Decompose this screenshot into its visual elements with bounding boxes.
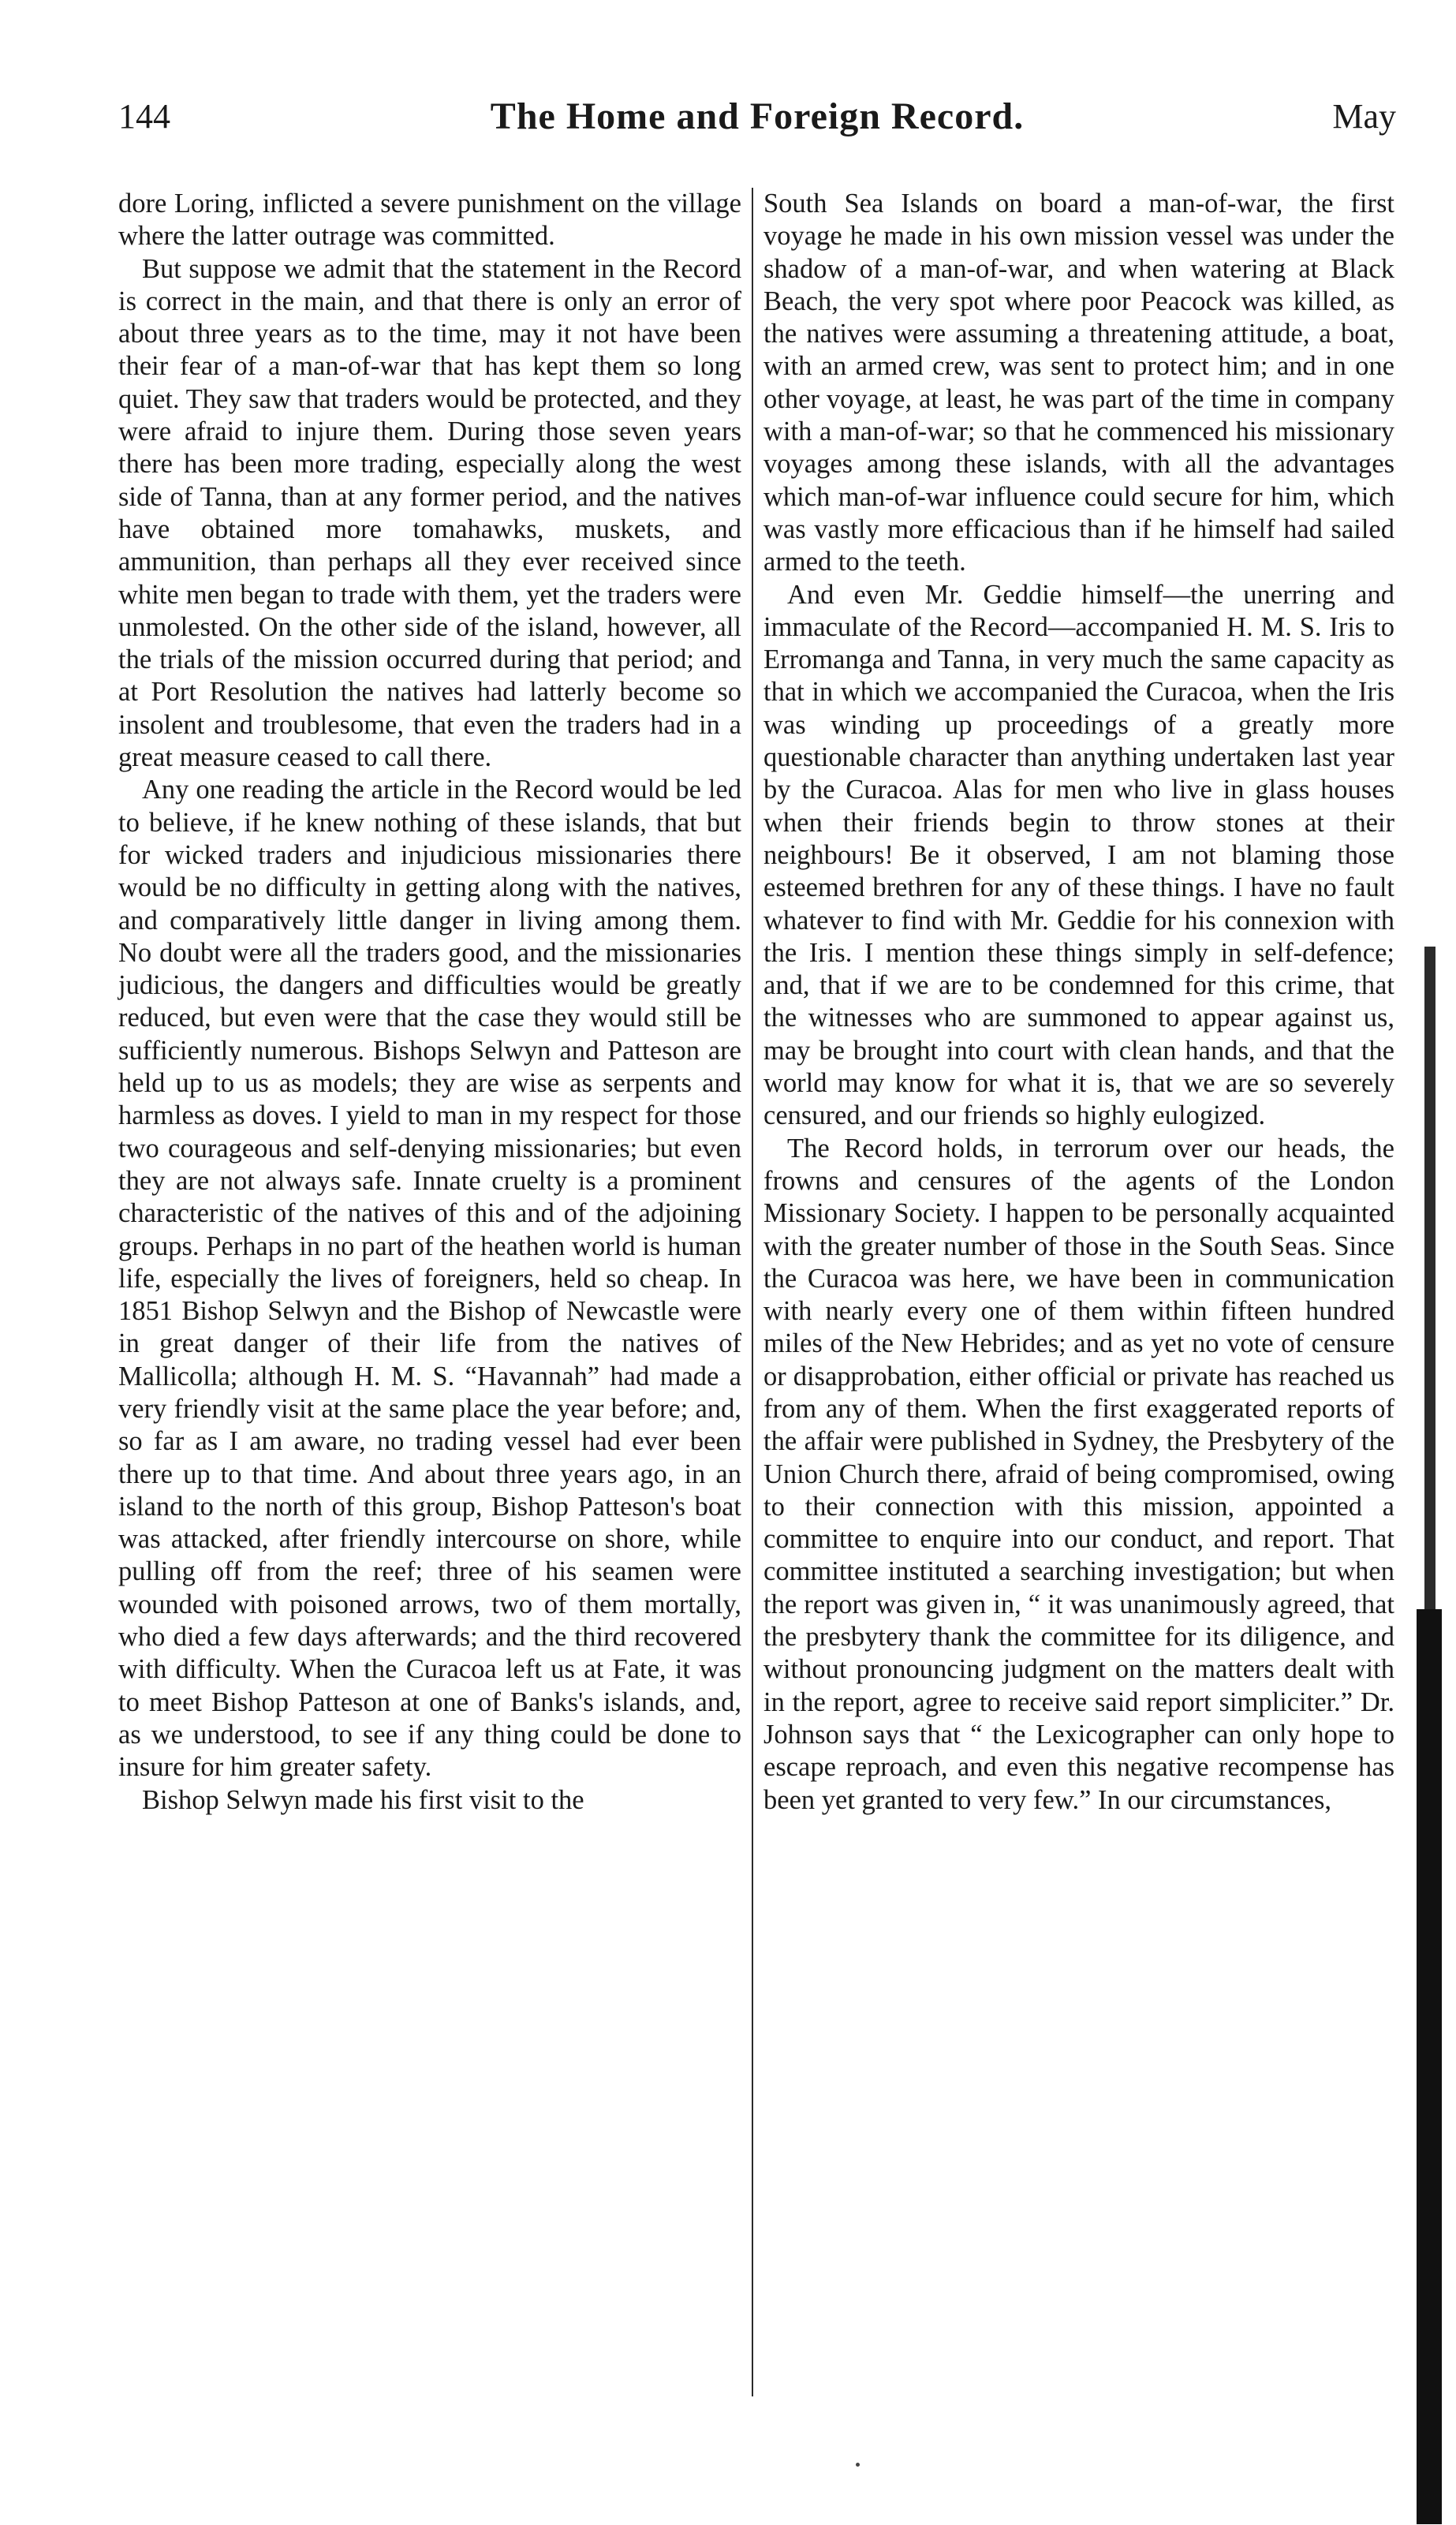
page-number: 144 (118, 97, 170, 136)
paragraph: Bishop Selwyn made his first visit to the (142, 1784, 584, 1815)
column-divider (752, 188, 753, 2396)
paragraph: The Record holds, in terrorum over our heads, the frowns and censures of the agents of the London Missionary Society. I happen to be personally acquainted with the greater number of those in the South Seas. Since the Curacoa was here, we have been in communication with nearly every one of them within fifteen hundred miles of the New Hebrides; and as yet no vote of censure or disapprobation, either official or private has reached us from any of them. When the first exaggerated reports of the affair were published in Sydney, the Presbytery of the Union Church there, afraid of being compromised, owing to their connection with this mission, appointed a committee to enquire into our conduct, and report. That committee instituted a searching investigation; but when the report was given in, “ it was unanimously agreed, that the presbytery thank the committee for its diligence, and without pronouncing judgment on the matters dealt with in the report, agree to receive said report simpliciter.” Dr. Johnson says that “ the Lexicographer can only hope to escape reproach, and even this negative recompense has been yet granted to very few.” In our circumstances, (763, 1133, 1394, 1815)
ink-speck (856, 2463, 860, 2467)
paragraph: But suppose we admit that the statement in the Record is correct in the main, and that there is only an error of about three years as to the time, may it not have been their fear of a man-of-war that has kept them so long quiet. They saw that traders would be protected, and they were afraid to injure them. During those seven years there has been more trading, especially along the west side of Tanna, than at any former period, and the natives have obtained more tomahawks, muskets, and ammunition, than perhaps all they ever received since white men began to trade with them, yet the traders were unmolested. On the other side of the island, however, all the trials of the mission occurred during that period; and at Port Resolution the natives had latterly become so insolent and troublesome, that even the traders had in a great measure ceased to call there. (118, 253, 741, 773)
paragraph: dore Loring, inflicted a severe punishment on the village where the latter outrage was committed. (118, 189, 741, 252)
left-column (118, 188, 741, 1817)
paragraph: Any one reading the article in the Record would be led to believe, if he knew nothing of these islands, that but for wicked traders and injudicious missionaries there would be no difficulty in getting along with the natives, and comparatively little danger in living among them. No doubt were all the traders good, and the missionaries judicious, the dangers and difficulties would be greatly reduced, but even were that the case they would still be sufficiently numerous. Bishops Selwyn and Patteson are held up to us as models; they are wise as serpents and harmless as doves. I yield to man in my respect for those two courageous and self-denying missionaries; but even they are not always safe. Innate cruelty is a prominent characteristic of the natives of this and of the adjoining groups. Perhaps in no part of the heathen world is human life, especially the lives of foreigners, held so cheap. In 1851 Bishop Selwyn and the Bishop of Newcastle were in great danger of their life from the natives of Mallicolla; although H. M. S. “Havannah” had made a very friendly visit at the same place the year before; and, so far as I am aware, no trading vessel had ever been there up to that time. And about three years ago, in an island to the north of this group, Bishop Patteson's boat was attacked, after friendly intercourse on shore, while pulling off from the reef; three of his seamen were wounded with poisoned arrows, two of them mortally, who died a few days afterwards; and the third recovered with difficulty. When the Curacoa left us at Fate, it was to meet Bishop Patteson at one of Banks's islands, and, as we understood, to see if any thing could be done to insure for him greater safety. (118, 775, 741, 1783)
running-header (118, 93, 1396, 148)
right-column (763, 188, 1394, 1817)
journal-title: The Home and Foreign Record. (490, 95, 1025, 137)
page-edge-shadow (1424, 947, 1435, 1609)
paragraph: And even Mr. Geddie himself—the unerring and immaculate of the Record—accompanied H. M. S. Iris to Erromanga and Tanna, in very much the same capacity as that in which we accompanied the Curacoa, when the Iris was winding up proceedings of a greatly more questionable character than anything undertaken last year by the Curacoa. Alas for men who live in glass houses when their friends begin to throw stones at their neighbours! Be it observed, I am not blaming those esteemed brethren for any of these things. I have no fault whatever to find with Mr. Geddie for his connexion with the Iris. I mention these things simply in self-defence; and, that if we are to be condemned for this crime, that the witnesses who are summoned to appear against us, may be brought into court with clean hands, and that the world may know for what it is, that we are so severely censured, and our friends so highly eulogized. (763, 579, 1394, 1131)
page-edge-shadow (1417, 1609, 1442, 2524)
issue-month: May (1332, 97, 1396, 136)
paragraph: South Sea Islands on board a man-of-war, the first voyage he made in his own mission vessel was under the shadow of a man-of-war, and when watering at Black Beach, the very spot where poor Peacock was killed, as the natives were assuming a threatening attitude, a boat, with an armed crew, was sent to protect him; and in one other voyage, at least, he was part of the time in company with a man-of-war; so that he commenced his missionary voyages among these islands, with all the advantages which man-of-war influence could secure for him, which was vastly more efficacious than if he himself had sailed armed to the teeth. (763, 189, 1394, 577)
